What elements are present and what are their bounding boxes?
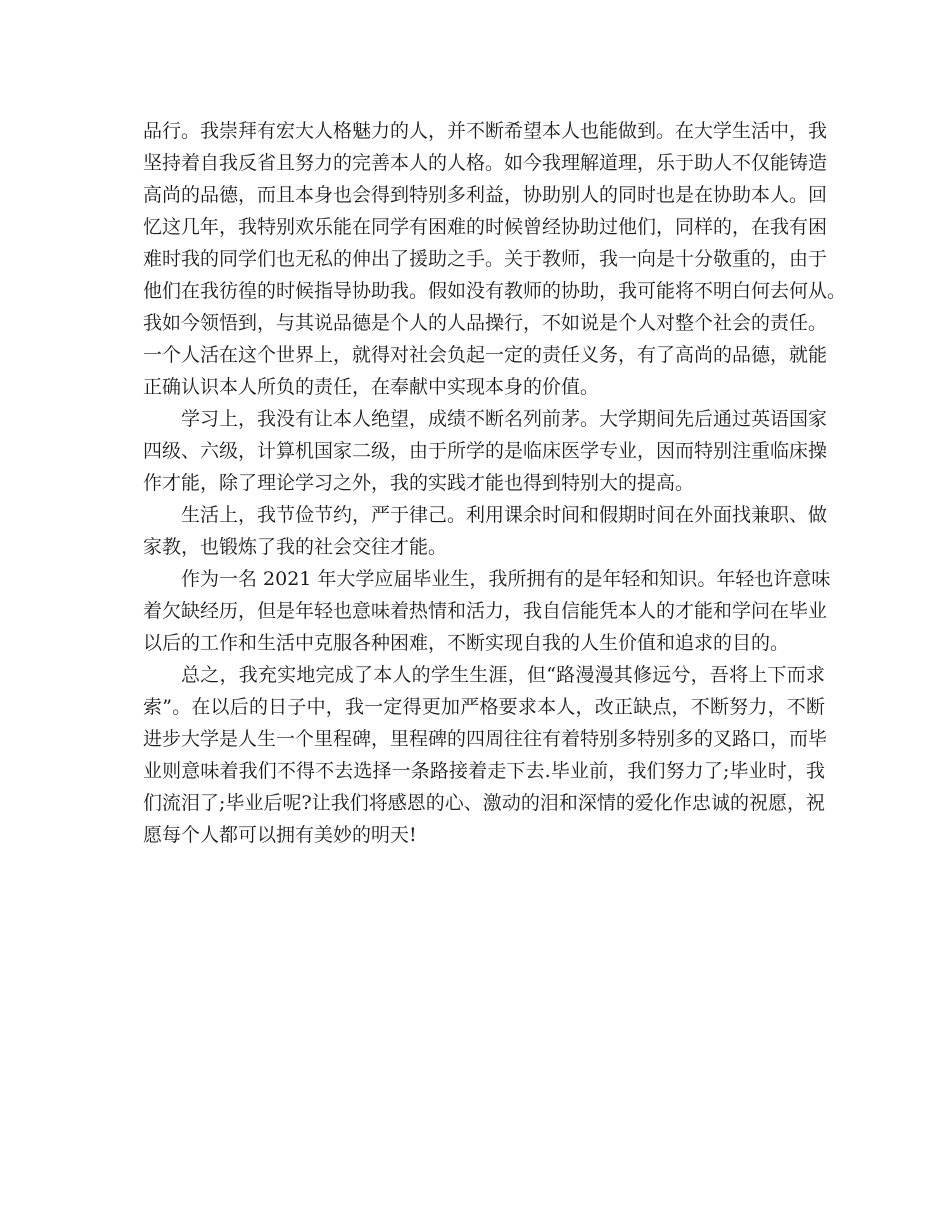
text-line: 进步大学是人生一个里程碑，里程碑的四周往往有着特别多特别多的叉路口，而毕 bbox=[143, 728, 828, 750]
paragraph-graduate bbox=[143, 563, 831, 659]
text-line: 坚持着自我反省且努力的完善本人的人格。如今我理解道理，乐于助人不仅能铸造 bbox=[143, 152, 828, 174]
text-line: 生活上，我节俭节约，严于律己。利用课余时间和假期时间在外面找兼职、做 bbox=[181, 504, 828, 526]
paragraph-life bbox=[143, 499, 828, 563]
paragraph-study bbox=[143, 403, 828, 499]
text-line: 作才能，除了理论学习之外，我的实践才能也得到特别大的提高。 bbox=[143, 472, 695, 494]
text-line: 品行。我崇拜有宏大人格魅力的人，并不断希望本人也能做到。在大学生活中，我 bbox=[143, 120, 828, 142]
paragraph-character bbox=[143, 115, 847, 403]
text-line: 忆这几年，我特别欢乐能在同学有困难的时候曾经协助过他们，同样的，在我有困 bbox=[143, 216, 828, 238]
text-line: 索”。在以后的日子中，我一定得更加严格要求本人，改正缺点，不断努力，不断 bbox=[143, 696, 825, 718]
text-line: 正确认识本人所负的责任，在奉献中实现本身的价值。 bbox=[143, 376, 600, 398]
text-line: 业则意味着我们不得不去选择一条路接着走下去.毕业前，我们努力了;毕业时，我 bbox=[143, 760, 825, 782]
text-line: 愿每个人都可以拥有美妙的明天! bbox=[143, 824, 417, 846]
text-line: 他们在我彷徨的时候指导协助我。假如没有教师的协助，我可能将不明白何去何从。 bbox=[143, 280, 847, 302]
text-line: 学习上，我没有让本人绝望，成绩不断名列前茅。大学期间先后通过英语国家 bbox=[181, 408, 828, 430]
document-body bbox=[143, 115, 847, 851]
text-line: 家教，也锻炼了我的社会交往才能。 bbox=[143, 536, 448, 558]
text-line: 作为一名 2021 年大学应届毕业生，我所拥有的是年轻和知识。年轻也许意味 bbox=[181, 568, 831, 590]
text-line: 们流泪了;毕业后呢?让我们将感恩的心、激动的泪和深情的爱化作忠诚的祝愿，祝 bbox=[143, 792, 825, 814]
text-line: 以后的工作和生活中克服各种困难，不断实现自我的人生价值和追求的目的。 bbox=[143, 632, 790, 654]
text-line: 一个人活在这个世界上，就得对社会负起一定的责任义务，有了高尚的品德，就能 bbox=[143, 344, 828, 366]
text-line: 四级、六级，计算机国家二级，由于所学的是临床医学专业，因而特别注重临床操 bbox=[143, 440, 828, 462]
text-line: 着欠缺经历，但是年轻也意味着热情和活力，我自信能凭本人的才能和学问在毕业 bbox=[143, 600, 828, 622]
paragraph-conclusion bbox=[143, 659, 828, 851]
text-line: 高尚的品德，而且本身也会得到特别多利益，协助别人的同时也是在协助本人。回 bbox=[143, 184, 828, 206]
text-line: 难时我的同学们也无私的伸出了援助之手。关于教师，我一向是十分敬重的，由于 bbox=[143, 248, 828, 270]
text-line: 总之，我充实地完成了本人的学生生涯，但“路漫漫其修远兮，吾将上下而求 bbox=[181, 664, 825, 686]
text-line: 我如今领悟到，与其说品德是个人的人品操行，不如说是个人对整个社会的责任。 bbox=[143, 312, 828, 334]
